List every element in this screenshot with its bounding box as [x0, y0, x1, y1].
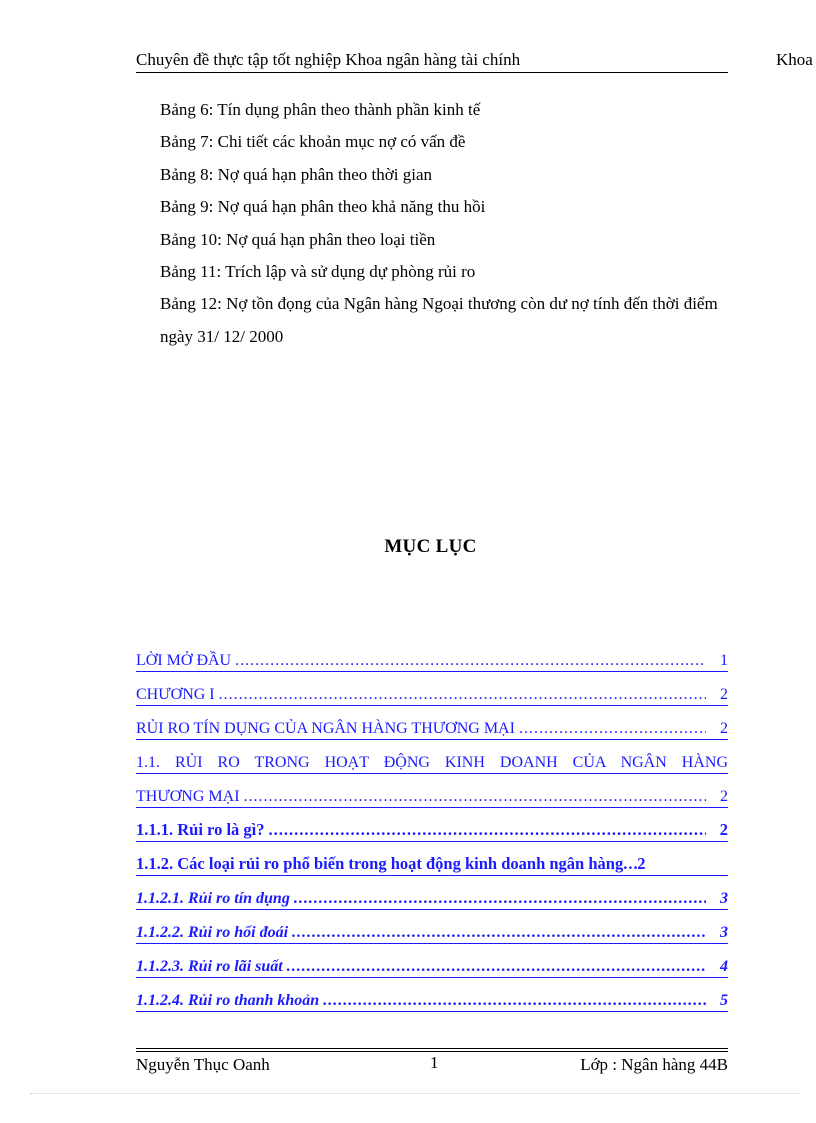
toc-title: MỤC LỤC — [384, 536, 477, 557]
table-of-contents — [136, 638, 728, 1012]
toc-leader-dots — [244, 788, 706, 806]
toc-leader-dots — [292, 924, 706, 942]
toc-leader-dots — [623, 854, 637, 874]
toc-leader-dots — [235, 652, 706, 670]
toc-entry-1-1-1[interactable] — [136, 808, 728, 842]
table-list-item: Bảng 10: Nợ quá hạn phân theo loại tiền — [160, 229, 436, 249]
footer-class-label: Lớp : Ngân hàng 44B — [580, 1055, 728, 1074]
toc-entry-label: LỜI MỞ ĐẦU — [136, 652, 232, 669]
toc-entry-page: 5 — [720, 992, 728, 1009]
toc-leader-dots — [323, 992, 706, 1010]
footer-page-number: 1 — [430, 1053, 439, 1072]
toc-leader-dots — [519, 720, 706, 738]
toc-entry-page: 2 — [720, 788, 728, 805]
toc-entry-label: 1.1.2. Các loại rủi ro phổ biến trong hoạt động kinh doanh ngân hàng — [136, 854, 624, 873]
toc-leader-dots — [219, 686, 706, 704]
toc-entry-label: 1.1. RỦI RO TRONG HOẠT ĐỘNG KINH DOANH CỦA NGÂN HÀNG — [136, 754, 728, 771]
toc-leader-dots — [294, 890, 706, 908]
toc-entry-label: CHƯƠNG I — [136, 686, 215, 703]
toc-entry-1-1-2-4[interactable] — [136, 978, 728, 1012]
toc-entry-page: 1 — [720, 652, 728, 669]
toc-entry-label: 1.1.2.2. Rủi ro hối đoái — [136, 924, 289, 941]
footer-author: Nguyễn Thục Oanh — [136, 1055, 270, 1074]
toc-entry-label: THƯƠNG MẠI — [136, 788, 240, 805]
toc-entry-page: 2 — [720, 686, 728, 703]
toc-entry-section-1-1-cont[interactable] — [136, 774, 728, 808]
toc-entry-label: 1.1.1. Rủi ro là gì? — [136, 820, 265, 839]
toc-entry-label: 1.1.2.3. Rủi ro lãi suất — [136, 958, 283, 975]
table-list-item: Bảng 12: Nợ tồn đọng của Ngân hàng Ngoại thương còn dư nợ tính đến thời điểm ngày 31/ 12/ 2000 — [160, 294, 718, 346]
toc-entry-label: 1.1.2.4. Rủi ro thanh khoản — [136, 992, 320, 1009]
table-list-item: Bảng 11: Trích lập và sử dụng dự phòng rủi ro — [160, 262, 476, 282]
footer-rule — [136, 1051, 728, 1052]
toc-entry-page: 4 — [720, 958, 728, 975]
table-list-item: Bảng 9: Nợ quá hạn phân theo khả năng thu hồi — [160, 197, 486, 217]
table-list-item: Bảng 6: Tín dụng phân theo thành phần kinh tế — [160, 100, 481, 119]
toc-leader-dots — [269, 820, 707, 840]
toc-leader-dots — [287, 958, 706, 976]
page-bottom-border — [30, 1093, 800, 1094]
toc-entry-chuong-1[interactable] — [136, 672, 728, 706]
toc-entry-page: 3 — [720, 924, 728, 941]
toc-entry-page: 2 — [637, 854, 646, 873]
toc-entry-label: 1.1.2.1. Rủi ro tín dụng — [136, 890, 290, 907]
toc-entry-page: 2 — [720, 720, 728, 737]
toc-entry-loi-mo-dau[interactable] — [136, 638, 728, 672]
table-list — [160, 94, 730, 353]
toc-entry-page: 3 — [720, 890, 728, 907]
toc-entry-1-1-2[interactable] — [136, 842, 728, 876]
toc-entry-rui-ro-tin-dung[interactable] — [136, 706, 728, 740]
table-list-item: Bảng 8: Nợ quá hạn phân theo thời gian — [160, 164, 432, 184]
toc-entry-section-1-1[interactable] — [136, 740, 728, 774]
toc-entry-label: RỦI RO TÍN DỤNG CỦA NGÂN HÀNG THƯƠNG MẠI — [136, 720, 515, 737]
toc-entry-1-1-2-3[interactable] — [136, 944, 728, 978]
toc-entry-1-1-2-2[interactable] — [136, 910, 728, 944]
header-right-text: Khoa — [776, 50, 813, 69]
table-list-item: Bảng 7: Chi tiết các khoản mục nợ có vấn đề — [160, 132, 466, 152]
header-title: Chuyên đề thực tập tốt nghiệp Khoa ngân hàng tài chính — [136, 50, 521, 69]
toc-entry-page: 2 — [719, 820, 728, 839]
toc-entry-1-1-2-1[interactable] — [136, 876, 728, 910]
footer-rule — [136, 1048, 728, 1049]
header-rule — [136, 72, 728, 73]
